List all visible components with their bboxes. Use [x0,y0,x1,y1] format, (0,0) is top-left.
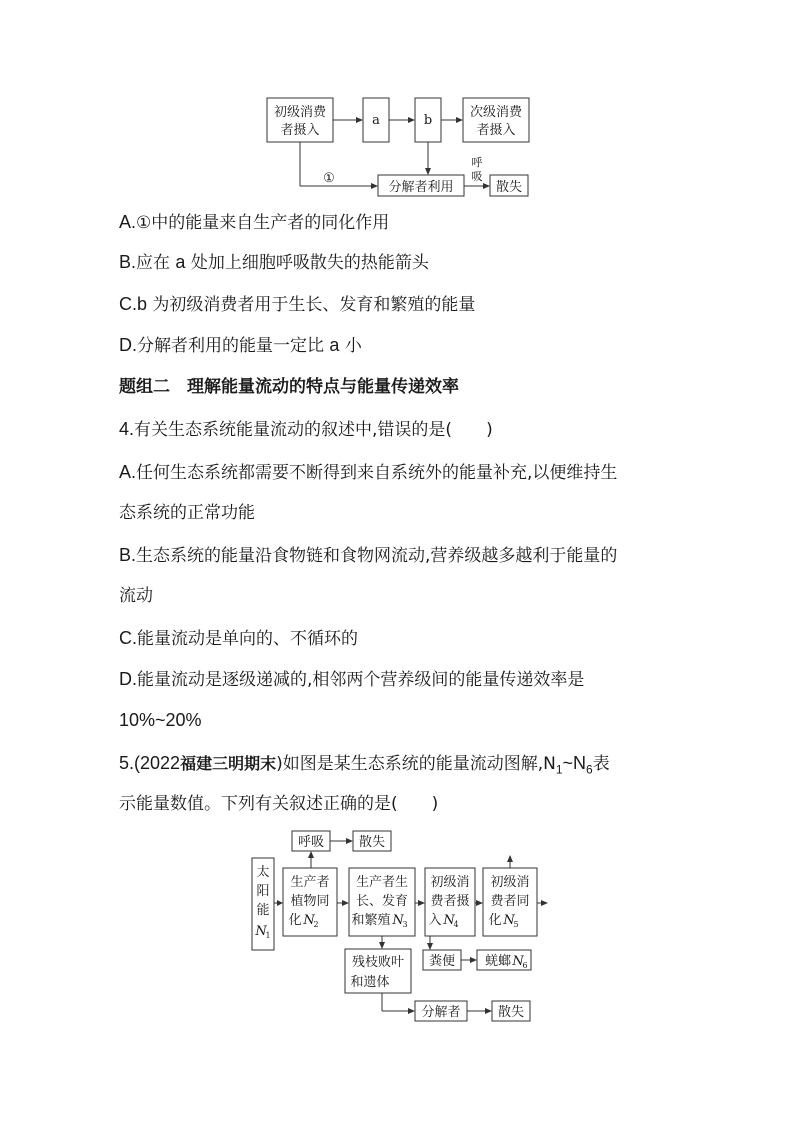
q5-stem-b: 表 [592,754,610,774]
box-primary-line2: 者摄入 [280,123,320,138]
box-secondary-line1: 次级消费 [469,105,523,120]
arrow-intake-to-assim [476,900,483,906]
option-text: 能量流动是单向的、不循环的 [137,629,358,649]
option-symbol: a [175,252,186,272]
question-number: 4. [119,419,135,439]
assim-line2: 费者同 [490,894,530,909]
litter-line1: 残枝败叶 [351,955,405,970]
option-letter: D. [119,335,137,355]
option-letter: B. [119,252,137,272]
option-letter: D. [119,669,137,689]
label-resp-2: 吸 [471,170,483,183]
q4-option-a-line1 [119,461,617,484]
feces-label: 粪便 [428,954,456,969]
assim-n: N [503,913,515,928]
solar-char-1: 太 [256,865,270,880]
arrow-to-decomposer [371,183,378,189]
arrow-to-a [356,117,363,123]
question-number: 5.(2022 [119,753,181,773]
growth-line2: 长、发育 [355,894,409,909]
box-primary-line1: 初级消费 [273,105,327,120]
box-dissipate-top-label: 散失 [358,835,386,850]
growth-sub: 3 [402,920,408,929]
q4-option-a-line2: 态系统的正常功能 [119,503,255,523]
option-text: 生态系统的能量沿食物链和食物网流动,营养级越多越利于能量的 [136,546,618,566]
q5-line2-text: 示能量数值。下列有关叙述正确的是( [119,794,398,814]
box-a-label: a [372,113,380,128]
energy-flow-diagram-1 [255,90,545,200]
q3-option-c [119,293,475,316]
arrow-growth-to-litter [379,942,385,949]
q5-line2-close: ) [431,794,439,814]
growth-line3: 和繁殖 [351,913,391,928]
arrow-to-dissipate [483,183,490,189]
producer-sub: 2 [313,920,319,929]
dung-sub: 6 [522,961,528,970]
arrow-up-respiration [308,851,314,858]
subscript-6: 6 [586,762,593,777]
solar-sub: 1 [265,931,271,940]
option-text: ①中的能量来自生产者的同化作用 [136,213,390,233]
assim-sub: 5 [513,920,519,929]
option-symbol: a [329,335,340,355]
arrow-to-dissipate-top [346,838,353,844]
option-text-post: 小 [339,336,362,356]
intake-sub: 4 [453,920,459,929]
energy-flow-diagram-2 [240,825,560,1030]
arrow-intake-to-feces [427,943,433,950]
group2-heading: 题组二 理解能量流动的特点与能量传递效率 [119,377,459,397]
arrow-b-to-decomposer [425,168,431,175]
litter-line2: 和遗体 [350,975,390,990]
q4-option-d-line1 [119,668,584,691]
q4-stem [119,418,493,441]
q4-option-d-line2: 10%~20% [119,710,202,730]
q5-stem-a: )如图是某生态系统的能量流动图解,N [276,754,556,774]
q4-option-b-line1 [119,544,617,567]
box-dissipate-label: 散失 [495,180,523,195]
arrow-producer-to-growth [342,900,349,906]
box-decomposer-label: 分解者利用 [388,180,454,195]
arrow-assim-up [507,855,513,862]
dissipate-bottom-label: 散失 [497,1005,525,1020]
producer-n: N [303,913,315,928]
box-respiration-label: 呼吸 [297,835,325,850]
arrow-to-decomposer-2 [408,1008,415,1014]
q3-option-a [119,211,389,234]
dung-label: 蜣螂 [484,954,512,969]
box-secondary-line2: 者摄入 [476,123,516,138]
growth-line1: 生产者生 [355,875,409,890]
option-letter: C. [119,628,137,648]
option-text-post: 为初级消费者用于生长、发育和繁殖的能量 [147,295,476,315]
q3-option-b [119,251,429,274]
arrow-feces-to-dung [470,957,477,963]
arrow-growth-to-intake [418,900,425,906]
option-symbol: b [137,294,148,314]
solar-char-2: 阳 [256,884,270,899]
label-circle-1: ① [323,171,335,186]
producer-line1: 生产者 [290,875,330,890]
option-text-pre: 分解者利用的能量一定比 [137,336,330,356]
option-letter: A. [119,212,137,232]
producer-line2: 植物同 [290,894,330,909]
option-text: 能量流动是逐级递减的,相邻两个营养级间的能量传递效率是 [137,670,585,690]
option-letter: A. [119,462,137,482]
intake-line2: 费者摄 [430,894,470,909]
tilde-n: ~N [562,753,587,773]
growth-n: N [392,913,404,928]
dung-n: N [512,954,524,969]
decomposer-2-label: 分解者 [421,1005,461,1020]
arrow-to-secondary [456,117,463,123]
label-resp-1: 呼 [471,156,483,169]
subscript-1: 1 [555,762,563,777]
q4-option-c [119,627,358,650]
assim-line3: 化 [488,913,502,928]
solar-n: N [255,924,267,939]
arrow-to-dissipate-bottom [485,1008,492,1014]
option-text-post: 处加上细胞呼吸散失的热能箭头 [185,253,429,273]
box-b-label: b [423,113,433,128]
option-text-pre: 应在 [136,253,176,273]
arrow-solar-to-producer [277,900,283,906]
intake-n: N [443,913,455,928]
q5-stem-line2 [119,793,438,815]
q3-option-d [119,334,362,357]
option-letter: C. [119,294,137,314]
solar-char-3: 能 [256,903,270,918]
assim-line1: 初级消 [490,875,530,890]
q4-stem-text: 有关生态系统能量流动的叙述中,错误的是( [134,420,453,440]
arrow-assim-out [541,900,548,906]
question-source: 福建三明期末 [180,754,277,773]
producer-line3: 化 [288,913,302,928]
intake-line3: 入 [428,913,442,928]
q4-stem-close: ) [486,420,493,440]
q5-stem-line1 [119,752,610,780]
intake-line1: 初级消 [430,875,470,890]
arrow-to-b [408,117,415,123]
option-text: 任何生态系统都需要不断得到来自系统外的能量补充,以便维持生 [136,463,618,483]
option-letter: B. [119,545,137,565]
q4-option-b-line2: 流动 [119,586,153,606]
